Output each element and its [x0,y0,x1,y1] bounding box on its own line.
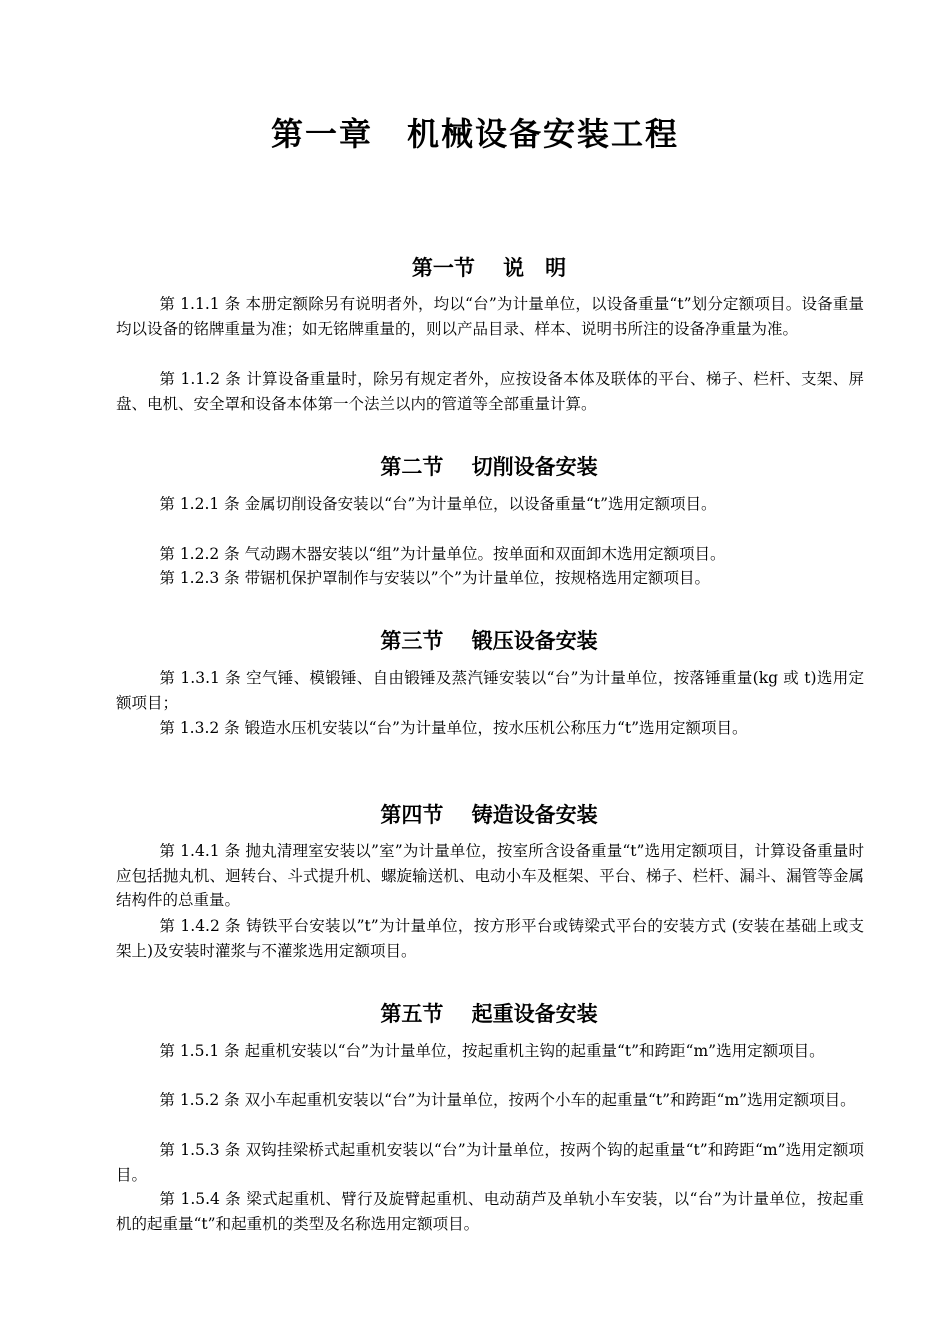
paragraph: 第 1.5.2 条 双小车起重机安装以“台”为计量单位，按两个小车的起重量“t”和跨距“m”选用定额项目。 [159,1091,856,1109]
section-title: 第二节 切削设备安装 [380,454,598,479]
paragraph: 第 1.2.3 条 带锯机保护罩制作与安装以”个”为计量单位，按规格选用定额项目。 [159,569,710,587]
paragraph: 第 1.4.1 条 抛丸清理室安装以”室”为计量单位，按室所含设备重量“t”选用定额项目，计算设备重量时应包括抛丸机、迴转台、斗式提升机、螺旋输送机、电动小车及框架、平台、梯子、栏杆、漏斗、漏管等金属结构件的总重量。 [116,842,864,909]
paragraph: 第 1.1.1 条 本册定额除另有说明者外，均以“台”为计量单位，以设备重量“t”划分定额项目。设备重量均以设备的铭牌重量为准；如无铭牌重量的，则以产品目录、样本、说明书所注的设备净重量为准。 [116,295,864,338]
section-title: 第一节 说 明 [411,255,567,280]
paragraph: 第 1.2.1 条 金属切削设备安装以“台”为计量单位，以设备重量“t”选用定额项目。 [159,495,717,513]
paragraph: 第 1.5.3 条 双钩挂梁桥式起重机安装以“台”为计量单位，按两个钩的起重量“t”和跨距“m”选用定额项目。 [116,1141,864,1184]
section-title: 第五节 起重设备安装 [380,1001,598,1026]
section-title: 第三节 锻压设备安装 [380,628,598,653]
paragraph: 第 1.1.2 条 计算设备重量时，除另有规定者外，应按设备本体及联体的平台、梯子、栏杆、支架、屏盘、电机、安全罩和设备本体第一个法兰以内的管道等全部重量计算。 [116,370,864,413]
paragraph: 第 1.4.2 条 铸铁平台安装以”t”为计量单位，按方形平台或铸梁式平台的安装方式 (安装在基础上或支架上)及安装时灌浆与不灌浆选用定额项目。 [116,917,864,960]
section-title: 第四节 铸造设备安装 [380,802,598,827]
paragraph: 第 1.5.1 条 起重机安装以“台”为计量单位，按起重机主钩的起重量“t”和跨距“m”选用定额项目。 [159,1042,825,1060]
paragraph: 第 1.3.1 条 空气锤、模锻锤、自由锻锤及蒸汽锤安装以“台”为计量单位，按落锤重量(kg 或 t)选用定额项目； [116,669,864,712]
chapter-title: 第一章 机械设备安装工程 [270,115,679,153]
paragraph: 第 1.5.4 条 梁式起重机、臂行及旋臂起重机、电动葫芦及单轨小车安装，以“台”为计量单位，按起重机的起重量“t”和起重机的类型及名称选用定额项目。 [116,1190,864,1233]
paragraph: 第 1.2.2 条 气动踢木器安装以“组”为计量单位。按单面和双面卸木选用定额项目。 [159,545,726,563]
paragraph: 第 1.3.2 条 锻造水压机安装以“台”为计量单位，按水压机公称压力“t”选用定额项目。 [159,719,748,737]
